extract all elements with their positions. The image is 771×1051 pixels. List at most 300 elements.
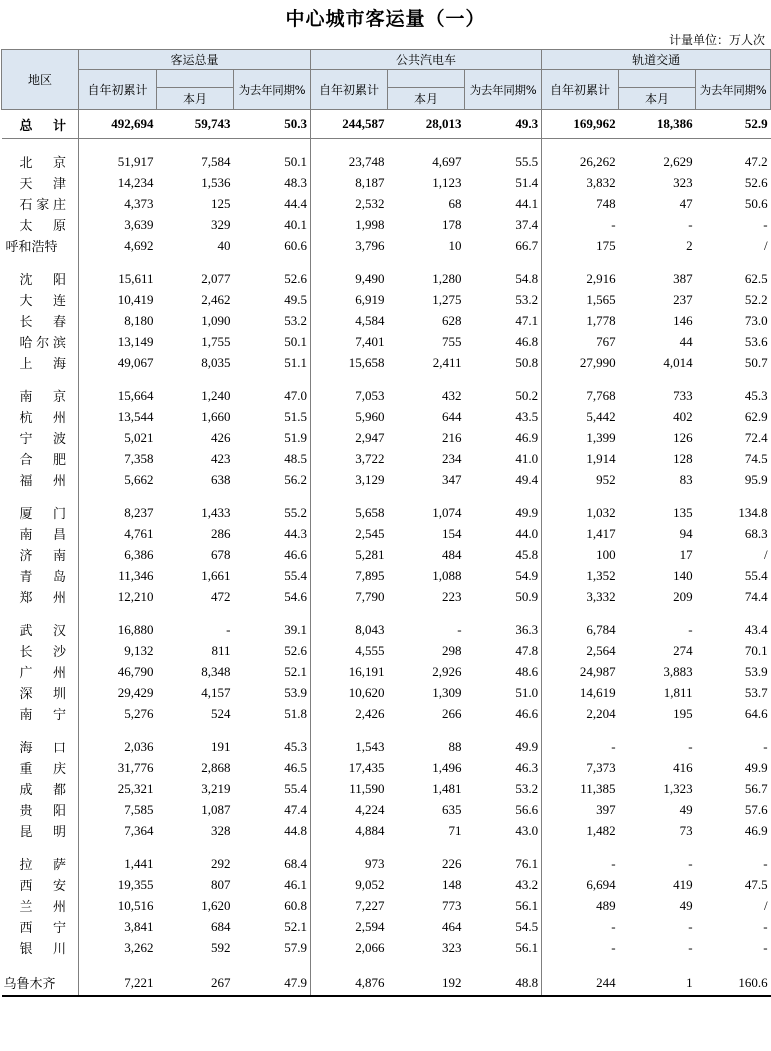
table-cell: 5,960 xyxy=(355,408,385,424)
spacer-cell xyxy=(619,841,696,853)
city-name: 沈阳 xyxy=(2,268,79,289)
table-cell: 1,811 xyxy=(663,684,693,700)
table-cell: 811 xyxy=(211,642,231,658)
spacer-cell xyxy=(619,958,696,970)
spacer-cell xyxy=(311,607,388,619)
table-cell: 1,087 xyxy=(201,801,231,817)
table-cell: 53.9 xyxy=(744,663,768,679)
city-name: 太原 xyxy=(2,214,79,235)
table-cell: 148 xyxy=(442,876,462,892)
city-name: 郑州 xyxy=(2,586,79,607)
table-cell: 1,088 xyxy=(432,567,462,583)
table-cell: 2,545 xyxy=(355,525,385,541)
table-cell: 292 xyxy=(211,855,231,871)
spacer-cell xyxy=(234,490,311,502)
table-cell: 25,321 xyxy=(117,780,154,796)
table-cell: 1,399 xyxy=(586,429,616,445)
city-name: 成都 xyxy=(2,778,79,799)
table-cell: - xyxy=(763,855,768,871)
table-cell: 767 xyxy=(596,333,616,349)
header-group-total: 客运总量 xyxy=(79,50,311,70)
spacer-cell xyxy=(157,373,234,385)
table-cell: 50.9 xyxy=(465,586,542,607)
spacer-row xyxy=(2,958,771,970)
spacer-cell xyxy=(79,841,157,853)
table-cell: 8,043 xyxy=(355,621,385,637)
table-cell: 46.3 xyxy=(465,757,542,778)
city-name: 深圳 xyxy=(2,682,79,703)
table-cell: 23,748 xyxy=(348,153,385,169)
table-row xyxy=(2,502,771,523)
city-name: 长沙 xyxy=(2,640,79,661)
spacer-cell xyxy=(465,373,542,385)
city-name: 长春 xyxy=(2,310,79,331)
table-cell: 267 xyxy=(157,970,234,996)
table-cell: 16,880 xyxy=(117,621,154,637)
table-cell: 387 xyxy=(673,270,693,286)
spacer-row xyxy=(2,724,771,736)
table-cell: 28,013 xyxy=(388,110,465,139)
spacer-cell xyxy=(388,958,465,970)
header-yoy: 为去年同期% xyxy=(696,70,771,110)
table-cell: 51.8 xyxy=(234,703,311,724)
table-cell: 1,323 xyxy=(663,780,693,796)
table-cell: 14,619 xyxy=(579,684,616,700)
table-cell: 216 xyxy=(442,429,462,445)
table-cell: 45.3 xyxy=(744,387,768,403)
table-cell: 4,014 xyxy=(663,354,693,370)
table-cell: 160.6 xyxy=(696,970,771,996)
table-cell: 298 xyxy=(442,642,462,658)
table-cell: 50.8 xyxy=(465,352,542,373)
table-cell: 59,743 xyxy=(157,110,234,139)
table-cell: 2,204 xyxy=(586,705,616,721)
spacer-cell xyxy=(234,841,311,853)
table-cell: 748 xyxy=(596,195,616,211)
table-cell: 244 xyxy=(542,970,619,996)
table-cell: 52.2 xyxy=(744,291,768,307)
table-cell: - xyxy=(688,939,693,955)
table-cell: 53.2 xyxy=(465,289,542,310)
table-row xyxy=(2,406,771,427)
table-cell: 1,090 xyxy=(201,312,231,328)
spacer-cell xyxy=(696,373,771,385)
spacer-cell xyxy=(696,841,771,853)
spacer-cell xyxy=(619,490,696,502)
table-cell: 41.0 xyxy=(465,448,542,469)
table-cell: 2,868 xyxy=(201,759,231,775)
table-cell: 2,066 xyxy=(355,939,385,955)
table-cell: - xyxy=(688,216,693,232)
table-row xyxy=(2,310,771,331)
table-cell: 48.5 xyxy=(234,448,311,469)
table-cell: 56.6 xyxy=(465,799,542,820)
table-cell: 3,832 xyxy=(586,174,616,190)
table-cell: 18,386 xyxy=(619,110,696,139)
table-cell: 464 xyxy=(442,918,462,934)
passenger-volume-table xyxy=(1,49,771,997)
table-cell: 1,417 xyxy=(586,525,616,541)
spacer-cell xyxy=(388,256,465,268)
table-cell: 46.5 xyxy=(234,757,311,778)
table-cell: 6,694 xyxy=(586,876,616,892)
table-cell: 74.5 xyxy=(744,450,768,466)
spacer-cell xyxy=(311,841,388,853)
header-blank xyxy=(619,70,696,88)
table-cell: 2,629 xyxy=(663,153,693,169)
spacer-cell xyxy=(696,490,771,502)
spacer-cell xyxy=(388,373,465,385)
table-row xyxy=(2,214,771,235)
table-cell: 52.6 xyxy=(234,640,311,661)
spacer-cell xyxy=(388,607,465,619)
city-name: 北京 xyxy=(2,151,79,172)
spacer-row xyxy=(2,139,771,152)
spacer-cell xyxy=(696,958,771,970)
table-cell: 83 xyxy=(679,471,693,487)
table-cell: 733 xyxy=(673,387,693,403)
table-cell: 126 xyxy=(673,429,693,445)
table-cell: 57.6 xyxy=(744,801,768,817)
table-cell: 7,373 xyxy=(586,759,616,775)
table-row xyxy=(2,172,771,193)
table-cell: 192 xyxy=(388,970,465,996)
table-cell: 62.9 xyxy=(744,408,768,424)
table-cell: / xyxy=(763,546,768,562)
table-cell: 54.6 xyxy=(234,586,311,607)
table-cell: - xyxy=(688,621,693,637)
spacer-cell xyxy=(542,724,619,736)
spacer-cell xyxy=(234,373,311,385)
table-cell: 52.6 xyxy=(234,268,311,289)
table-row xyxy=(2,619,771,640)
table-cell: 4,761 xyxy=(124,525,154,541)
table-cell: 244,587 xyxy=(311,110,388,139)
spacer-cell xyxy=(234,139,311,152)
table-cell: 46,790 xyxy=(117,663,154,679)
table-cell: 44.4 xyxy=(234,193,311,214)
table-cell: 1,481 xyxy=(432,780,462,796)
table-cell: 1,032 xyxy=(586,504,616,520)
table-cell: 140 xyxy=(673,567,693,583)
table-cell: 50.1 xyxy=(234,151,311,172)
table-cell: 62.5 xyxy=(744,270,768,286)
table-cell: 50.6 xyxy=(744,195,768,211)
table-cell: 51,917 xyxy=(117,153,154,169)
table-cell: 402 xyxy=(673,408,693,424)
table-row xyxy=(2,640,771,661)
table-cell: 7,895 xyxy=(355,567,385,583)
table-cell: 50.7 xyxy=(744,354,768,370)
table-cell: 56.7 xyxy=(744,780,768,796)
spacer-cell xyxy=(465,490,542,502)
table-cell: 54.8 xyxy=(465,268,542,289)
spacer-cell xyxy=(696,139,771,152)
table-cell: 328 xyxy=(211,822,231,838)
spacer-cell xyxy=(157,490,234,502)
table-cell: 973 xyxy=(365,855,385,871)
table-cell: 2,916 xyxy=(586,270,616,286)
table-cell: 53.9 xyxy=(234,682,311,703)
header-month: 本月 xyxy=(619,88,696,110)
table-cell: 9,132 xyxy=(124,642,154,658)
table-cell: 49.5 xyxy=(234,289,311,310)
table-cell: 53.7 xyxy=(744,684,768,700)
header-group-rail: 轨道交通 xyxy=(542,50,771,70)
table-cell: 10,516 xyxy=(117,897,154,913)
table-cell: 472 xyxy=(211,588,231,604)
table-cell: 3,219 xyxy=(201,780,231,796)
table-cell: 6,784 xyxy=(586,621,616,637)
spacer-cell xyxy=(619,373,696,385)
spacer-cell xyxy=(2,607,79,619)
city-name: 上海 xyxy=(2,352,79,373)
table-cell: 46.6 xyxy=(465,703,542,724)
table-cell: - xyxy=(763,738,768,754)
table-cell: 51.0 xyxy=(465,682,542,703)
city-name: 贵阳 xyxy=(2,799,79,820)
table-cell: 49 xyxy=(679,897,693,913)
table-cell: 807 xyxy=(211,876,231,892)
table-cell: 1,620 xyxy=(201,897,231,913)
table-cell: 7,585 xyxy=(124,801,154,817)
table-cell: 46.9 xyxy=(744,822,768,838)
table-cell: 7,227 xyxy=(355,897,385,913)
table-cell: 952 xyxy=(596,471,616,487)
table-row xyxy=(2,565,771,586)
table-cell: 1,482 xyxy=(586,822,616,838)
table-cell: 47 xyxy=(679,195,693,211)
unit-label: 计量单位：万人次 xyxy=(668,33,765,47)
table-cell: 13,544 xyxy=(117,408,154,424)
table-cell: 47.8 xyxy=(465,640,542,661)
table-cell: 44.1 xyxy=(465,193,542,214)
table-cell: 274 xyxy=(673,642,693,658)
header-cumulative: 自年初累计 xyxy=(79,70,157,110)
table-cell: 1,496 xyxy=(432,759,462,775)
table-cell: 51.5 xyxy=(234,406,311,427)
table-cell: 1,309 xyxy=(432,684,462,700)
table-cell: 43.5 xyxy=(465,406,542,427)
table-cell: 45.8 xyxy=(465,544,542,565)
table-cell: 44.0 xyxy=(465,523,542,544)
table-cell: 26,262 xyxy=(579,153,616,169)
spacer-cell xyxy=(79,490,157,502)
table-cell: 71 xyxy=(448,822,462,838)
table-cell: 73 xyxy=(679,822,693,838)
page-title: 中心城市客运量（一） xyxy=(285,8,486,30)
city-name: 合肥 xyxy=(2,448,79,469)
table-cell: 17 xyxy=(679,546,693,562)
table-cell: 592 xyxy=(211,939,231,955)
table-cell: 29,429 xyxy=(117,684,154,700)
table-cell: 1,660 xyxy=(201,408,231,424)
table-cell: 74.4 xyxy=(744,588,768,604)
table-cell: 154 xyxy=(442,525,462,541)
table-cell: 125 xyxy=(211,195,231,211)
table-cell: 36.3 xyxy=(465,619,542,640)
table-cell: - xyxy=(763,216,768,232)
spacer-cell xyxy=(388,724,465,736)
table-cell: 5,442 xyxy=(586,408,616,424)
spacer-cell xyxy=(696,256,771,268)
header-area: 地区 xyxy=(2,50,79,110)
table-cell: 66.7 xyxy=(465,235,542,256)
table-cell: 53.2 xyxy=(465,778,542,799)
spacer-cell xyxy=(542,607,619,619)
table-cell: 7,401 xyxy=(355,333,385,349)
table-cell: 15,611 xyxy=(118,270,154,286)
spacer-cell xyxy=(157,724,234,736)
city-name: 西宁 xyxy=(2,916,79,937)
table-cell: 286 xyxy=(211,525,231,541)
table-cell: 73.0 xyxy=(744,312,768,328)
spacer-cell xyxy=(2,256,79,268)
table-cell: 44 xyxy=(679,333,693,349)
table-cell: 53.6 xyxy=(744,333,768,349)
table-cell: 2,594 xyxy=(355,918,385,934)
table-cell: 4,555 xyxy=(355,642,385,658)
table-cell: - xyxy=(763,939,768,955)
table-cell: 1,275 xyxy=(432,291,462,307)
table-cell: 49.9 xyxy=(465,736,542,757)
table-cell: 24,987 xyxy=(579,663,616,679)
table-cell: 3,722 xyxy=(355,450,385,466)
table-row xyxy=(2,331,771,352)
table-cell: 44.8 xyxy=(234,820,311,841)
table-cell: 50.2 xyxy=(465,385,542,406)
table-cell: 54.9 xyxy=(465,565,542,586)
table-cell: 397 xyxy=(596,801,616,817)
table-row xyxy=(2,799,771,820)
table-cell: 175 xyxy=(596,237,616,253)
spacer-cell xyxy=(465,256,542,268)
spacer-cell xyxy=(542,958,619,970)
table-cell: - xyxy=(457,621,462,637)
table-cell: 4,692 xyxy=(124,237,154,253)
table-cell: 48.6 xyxy=(465,661,542,682)
table-row xyxy=(2,523,771,544)
table-cell: 3,796 xyxy=(355,237,385,253)
table-cell: 10 xyxy=(448,237,462,253)
table-cell: 8,035 xyxy=(201,354,231,370)
spacer-cell xyxy=(157,139,234,152)
table-cell: 49.3 xyxy=(465,110,542,139)
table-cell: 1,755 xyxy=(201,333,231,349)
spacer-cell xyxy=(79,958,157,970)
table-cell: 684 xyxy=(211,918,231,934)
table-cell: 55.4 xyxy=(744,567,768,583)
table-row xyxy=(2,853,771,874)
table-cell: 8,237 xyxy=(124,504,154,520)
spacer-cell xyxy=(696,724,771,736)
table-cell: 46.9 xyxy=(465,427,542,448)
table-row xyxy=(2,352,771,373)
table-cell: 49,067 xyxy=(117,354,154,370)
spacer-cell xyxy=(79,607,157,619)
table-cell: 484 xyxy=(442,546,462,562)
table-row xyxy=(2,736,771,757)
table-cell: 46.1 xyxy=(234,874,311,895)
table-cell: 8,187 xyxy=(355,174,385,190)
table-cell: 2,077 xyxy=(201,270,231,286)
table-cell: 4,584 xyxy=(355,312,385,328)
spacer-cell xyxy=(311,958,388,970)
table-cell: 40 xyxy=(217,237,231,253)
table-cell: 57.9 xyxy=(234,937,311,958)
spacer-cell xyxy=(465,841,542,853)
table-cell: 49.9 xyxy=(744,759,768,775)
header-yoy: 为去年同期% xyxy=(234,70,311,110)
table-cell: 46.8 xyxy=(465,331,542,352)
city-name: 呼和浩特 xyxy=(2,235,79,256)
table-cell: / xyxy=(763,897,768,913)
table-cell: 237 xyxy=(673,291,693,307)
table-cell: 1,433 xyxy=(201,504,231,520)
table-row xyxy=(2,757,771,778)
city-name: 乌鲁木齐 xyxy=(2,970,79,996)
table-row xyxy=(2,937,771,958)
table-cell: 94 xyxy=(679,525,693,541)
table-cell: 54.5 xyxy=(465,916,542,937)
table-cell: - xyxy=(611,738,616,754)
city-name: 武汉 xyxy=(2,619,79,640)
spacer-cell xyxy=(465,958,542,970)
table-cell: 72.4 xyxy=(744,429,768,445)
table-cell: 524 xyxy=(211,705,231,721)
table-cell: 68.3 xyxy=(744,525,768,541)
table-cell: 4,157 xyxy=(201,684,231,700)
spacer-cell xyxy=(157,607,234,619)
spacer-cell xyxy=(542,490,619,502)
table-cell: 27,990 xyxy=(579,354,616,370)
table-cell: 1,543 xyxy=(355,738,385,754)
table-cell: 3,332 xyxy=(586,588,616,604)
spacer-cell xyxy=(79,256,157,268)
table-row xyxy=(2,235,771,256)
header-group-bus: 公共汽电车 xyxy=(311,50,542,70)
table-cell: 55.4 xyxy=(234,565,311,586)
table-cell: 191 xyxy=(211,738,231,754)
table-cell: 9,052 xyxy=(355,876,385,892)
table-cell: 5,662 xyxy=(124,471,154,487)
table-cell: 1,123 xyxy=(432,174,462,190)
table-cell: 68.4 xyxy=(234,853,311,874)
table-header xyxy=(2,50,771,110)
table-cell: 134.8 xyxy=(738,504,768,520)
table-cell: 37.4 xyxy=(465,214,542,235)
table-cell: 7,364 xyxy=(124,822,154,838)
table-cell: 17,435 xyxy=(348,759,385,775)
table-cell: 234 xyxy=(442,450,462,466)
table-cell: 52.9 xyxy=(696,110,771,139)
table-cell: 4,697 xyxy=(432,153,462,169)
table-body xyxy=(2,110,771,997)
table-cell: 489 xyxy=(596,897,616,913)
table-cell: 1,240 xyxy=(201,387,231,403)
table-cell: 2,426 xyxy=(355,705,385,721)
table-cell: 56.2 xyxy=(234,469,311,490)
table-cell: 755 xyxy=(442,333,462,349)
spacer-cell xyxy=(542,256,619,268)
spacer-cell xyxy=(311,724,388,736)
table-row xyxy=(2,916,771,937)
header-cumulative: 自年初累计 xyxy=(311,70,388,110)
table-cell: 1 xyxy=(619,970,696,996)
header-yoy: 为去年同期% xyxy=(465,70,542,110)
table-cell: 5,658 xyxy=(355,504,385,520)
total-row xyxy=(2,110,771,139)
